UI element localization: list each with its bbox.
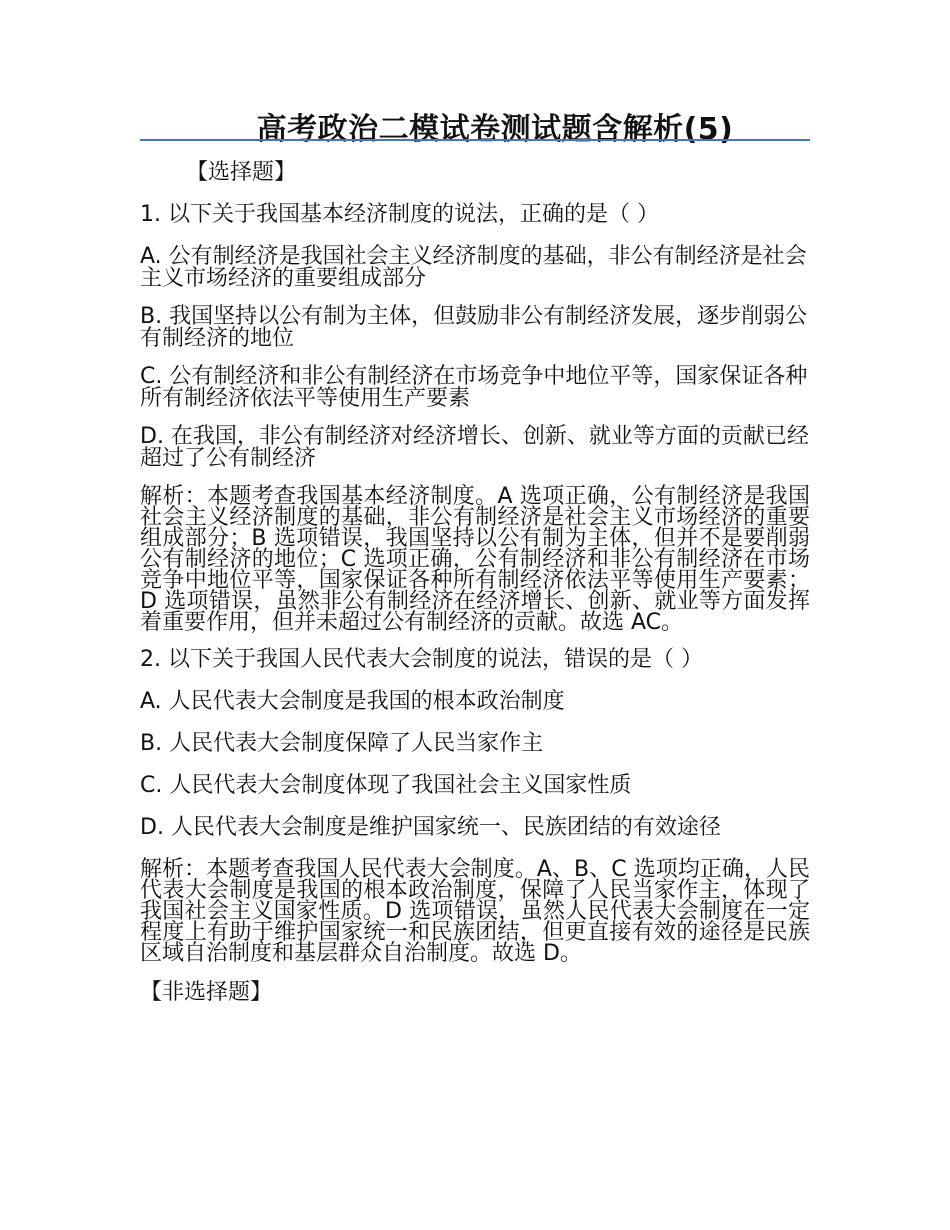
analysis-text: 解析：本题考查我国人民代表大会制度。A、B、C 选项均正确，人民代表大会制度是我国的根本政治制度，保障了人民当家作主，体现了我国社会主义国家性质。D 选项错误，虽然人民代表大会制度在一定程度上有助于维护国家统一和民族团结，但更直接有效的途径是民族区域自治制度和基层群众自治制度。故选 D。 [140,857,810,966]
option-b: B. 我国坚持以公有制为主体，但鼓励非公有制经济发展，逐步削弱公有制经济的地位 [140,304,808,351]
option-c: C. 公有制经济和非公有制经济在市场竞争中地位平等，国家保证各种所有制经济依法平等使用生产要素 [140,364,808,411]
option-d: D. 人民代表大会制度是维护国家统一、民族团结的有效途径 [140,815,721,840]
document-title: 高考政治二模试卷测试题含解析(5) [256,112,734,147]
option-a: A. 公有制经济是我国社会主义经济制度的基础，非公有制经济是社会主义市场经济的重要组成部分 [140,244,807,291]
option-b: B. 人民代表大会制度保障了人民当家作主 [140,731,544,756]
option-d: D. 在我国，非公有制经济对经济增长、创新、就业等方面的贡献已经超过了公有制经济 [140,424,809,471]
option-c: C. 人民代表大会制度体现了我国社会主义国家性质 [140,773,632,798]
option-a: A. 人民代表大会制度是我国的根本政治制度 [140,689,565,714]
section-label-choice: 【选择题】 [186,160,297,185]
question-stem: 2. 以下关于我国人民代表大会制度的说法，错误的是（ ） [140,647,703,672]
question-2 [140,645,810,964]
question-stem: 1. 以下关于我国基本经济制度的说法，正确的是（ ） [140,202,659,227]
title-underline [140,139,810,141]
document-body [140,158,810,1008]
question-1 [140,200,810,633]
analysis-text: 解析：本题考查我国基本经济制度。A 选项正确，公有制经济是我国社会主义经济制度的基础，非公有制经济是社会主义市场经济的重要组成部分；B 选项错误，我国坚持以公有制为主体，但并不是要削弱公有制经济的地位；C 选项正确，公有制经济和非公有制经济在市场竞争中地位平等，国家保证各种所有制经济依法平等使用生产要素；D 选项错误，虽然非公有制经济在经济增长、创新、就业等方面发挥着重要作用，但并未超过公有制经济的贡献。故选 AC。 [140,484,810,635]
section-label-nonchoice: 【非选择题】 [140,980,273,1005]
